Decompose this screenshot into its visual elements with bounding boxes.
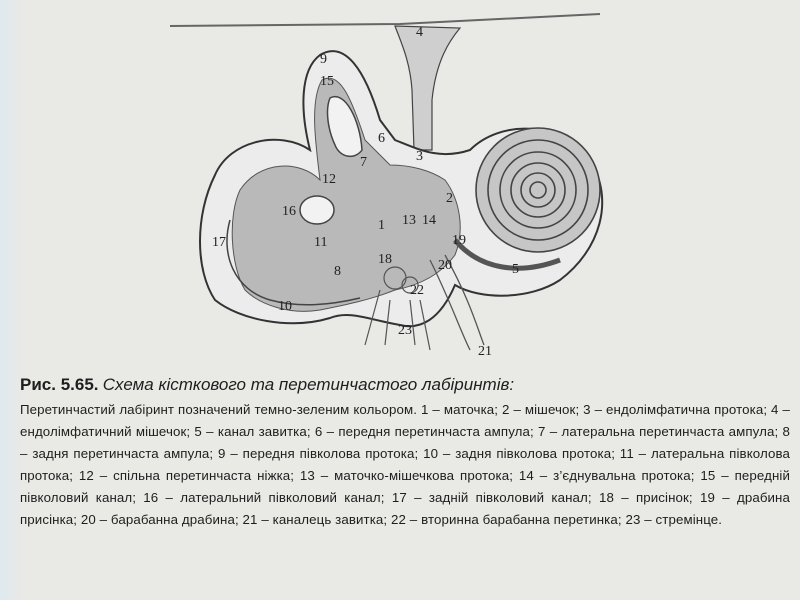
label-6: 6: [378, 131, 385, 146]
label-20: 20: [438, 258, 452, 273]
cochlea-spiral: [476, 128, 600, 252]
lateral-canal-lumen: [300, 196, 334, 224]
label-22: 22: [410, 283, 424, 298]
label-11: 11: [314, 235, 328, 250]
label-21: 21: [478, 344, 492, 359]
label-12: 12: [322, 172, 336, 187]
label-15: 15: [320, 74, 334, 89]
dura-line: [170, 14, 600, 26]
label-4: 4: [416, 25, 423, 40]
figure-title-suffix: :: [509, 375, 515, 394]
caption-body: Перетинчастий лабіринт позначений темно-зеленим кольором. 1 – маточка; 2 – мішечок; 3 – ендолімфатична протока; 4 – ендолімфатичний мішечок; 5 – канал завитка; 6 – передня перетинчаста ампула; 7 – латеральна перетинчаста ампула; 8 – задня перетинчаста ампула; 9 – передня півколова протока; 10 – задня півколова протока; 11 – латеральна півколова протока; 12 – спільна перетинчаста ніжка; 13 – маточко-мішечкова протока; 14 – з’єднувальна протока; 15 – передній півколовий канал; 16 – латеральний півколовий канал; 17 – задній півколовий канал; 18 – присінок; 19 – драбина присінка; 20 – барабанна драбина; 21 – каналець завитка; 22 – вторинна барабанна перетинка; 23 – стремінце.: [20, 402, 790, 527]
figure-title: Схема кісткового та перетинчастого лабіринтів: [102, 375, 510, 394]
label-2: 2: [446, 191, 453, 206]
label-8: 8: [334, 264, 341, 279]
figure-caption: [20, 374, 790, 531]
label-23: 23: [398, 323, 412, 338]
caption-title: [20, 374, 790, 396]
label-13: 13: [402, 213, 416, 228]
label-16: 16: [282, 204, 296, 219]
endolymphatic-sac: [395, 26, 460, 150]
label-5: 5: [512, 262, 519, 277]
label-7: 7: [360, 155, 367, 170]
label-1: 1: [378, 218, 385, 233]
label-14: 14: [422, 213, 436, 228]
label-18: 18: [378, 252, 392, 267]
label-10: 10: [278, 299, 292, 314]
figure-number: Рис. 5.65.: [20, 375, 99, 394]
label-17: 17: [212, 235, 226, 250]
label-9: 9: [320, 52, 327, 67]
label-19: 19: [452, 233, 466, 248]
label-3: 3: [416, 149, 423, 164]
